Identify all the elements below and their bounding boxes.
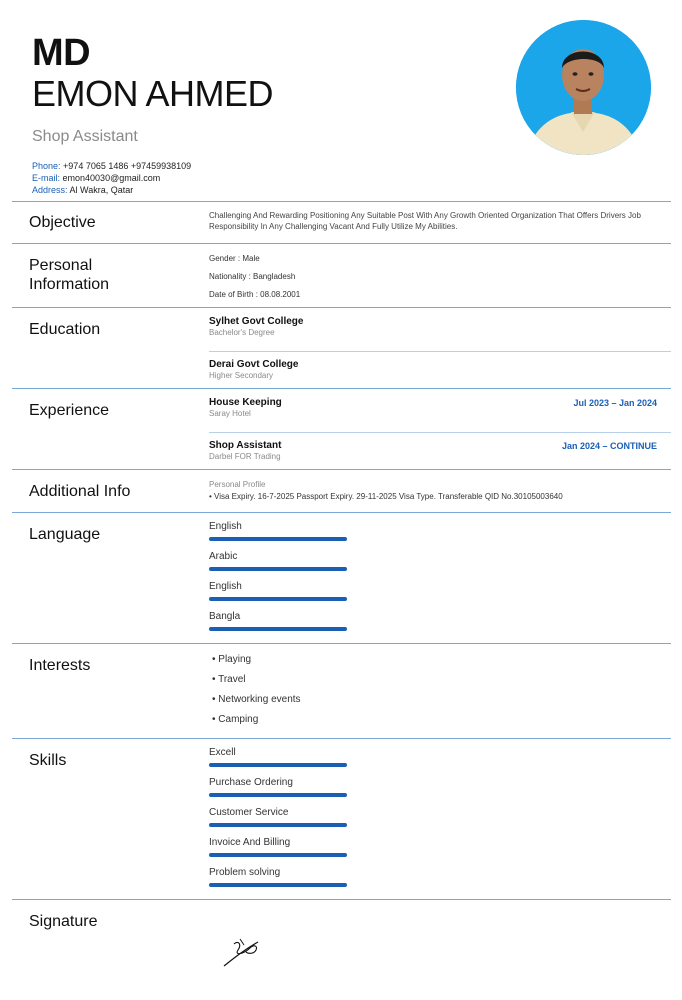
personal-info-title — [29, 256, 109, 294]
contact-block — [32, 160, 273, 196]
language-name: English — [209, 581, 242, 592]
language-level-bar — [209, 567, 347, 571]
school-name: Derai Govt College — [209, 359, 299, 370]
signature-title: Signature — [29, 913, 98, 930]
school-name: Sylhet Govt College — [209, 316, 304, 327]
language-item — [209, 521, 671, 551]
objective-section — [12, 201, 671, 243]
degree-name: Higher Secondary — [209, 371, 274, 380]
email-label: E-mail: — [32, 173, 61, 183]
profile-label: Personal Profile — [209, 480, 266, 489]
language-list — [209, 521, 671, 641]
additional-info-section — [12, 469, 671, 512]
interest-item: • Travel — [212, 674, 246, 685]
education-divider — [209, 351, 671, 352]
phone-line — [32, 160, 273, 172]
profile-photo — [516, 20, 651, 155]
phone-value[interactable]: +974 7065 1486 +97459938109 — [63, 161, 192, 171]
skills-list — [209, 747, 671, 897]
company-name: Saray Hotel — [209, 409, 251, 418]
experience-divider — [209, 432, 671, 433]
skill-item — [209, 747, 671, 777]
experience-section — [12, 388, 671, 469]
job-title: Shop Assistant — [32, 128, 138, 145]
nationality-line: Nationality : Bangladesh — [209, 272, 296, 281]
company-name: Darbel FOR Trading — [209, 452, 281, 461]
personal-info-title-line2: Information — [29, 276, 110, 293]
objective-text: Challenging And Rewarding Positioning Any Suitable Post With Any Growth Oriented Organization That Offers Drivers Job Responsibility In Any Challenging Vacant And Fully Utilize My Abilities. — [209, 211, 641, 231]
experience-item — [209, 397, 671, 419]
skill-level-bar — [209, 823, 347, 827]
skills-section — [12, 738, 671, 899]
interest-item: • Camping — [212, 714, 259, 725]
additional-info-body — [209, 479, 671, 502]
address-line — [32, 184, 273, 196]
education-list — [209, 308, 671, 389]
language-section — [12, 512, 671, 643]
language-name: English — [209, 521, 242, 532]
objective-title: Objective — [29, 214, 96, 231]
personal-info-section — [12, 243, 671, 307]
first-name: MD — [32, 32, 91, 74]
language-level-bar — [209, 627, 347, 631]
experience-list — [209, 389, 671, 470]
interest-item: • Playing — [212, 654, 252, 665]
education-title: Education — [29, 321, 101, 338]
interest-item: • Networking events — [212, 694, 301, 705]
interests-section — [12, 643, 671, 738]
language-item — [209, 581, 671, 611]
skill-name: Problem solving — [209, 867, 281, 878]
profile-text: • Visa Expiry. 16-7-2025 Passport Expiry. 29-11-2025 Visa Type. Transferable QID No.30105003640 — [209, 492, 563, 501]
experience-title: Experience — [29, 402, 110, 419]
birthdate-line: Date of Birth : 08.08.2001 — [209, 290, 301, 299]
skill-level-bar — [209, 793, 347, 797]
language-item — [209, 611, 671, 641]
email-line — [32, 172, 273, 184]
address-value: Al Wakra, Qatar — [69, 185, 134, 195]
address-label: Address: — [32, 185, 68, 195]
signature-section — [12, 899, 671, 999]
interests-list — [209, 654, 671, 734]
skill-name: Purchase Ordering — [209, 777, 293, 788]
skill-item — [209, 777, 671, 807]
job-role: House Keeping — [209, 397, 282, 408]
skill-item — [209, 807, 671, 837]
interests-title: Interests — [29, 657, 91, 674]
personal-info-title-line1: Personal — [29, 257, 93, 274]
phone-label: Phone: — [32, 161, 61, 171]
language-level-bar — [209, 537, 347, 541]
skill-name: Customer Service — [209, 807, 289, 818]
handwritten-signature — [222, 936, 264, 973]
skill-name: Excell — [209, 747, 236, 758]
personal-info-list — [209, 253, 671, 307]
skill-level-bar — [209, 763, 347, 767]
job-role: Shop Assistant — [209, 440, 282, 451]
skill-item — [209, 867, 671, 897]
last-name: EMON AHMED — [32, 73, 274, 114]
education-section — [12, 307, 671, 388]
language-title: Language — [29, 526, 101, 543]
job-dates: Jul 2023 – Jan 2024 — [573, 398, 657, 408]
education-item — [209, 359, 298, 381]
gender-line: Gender : Male — [209, 254, 260, 263]
skill-name: Invoice And Billing — [209, 837, 291, 848]
email-value[interactable]: emon40030@gmail.com — [62, 173, 161, 183]
degree-name: Bachelor's Degree — [209, 328, 275, 337]
skill-item — [209, 837, 671, 867]
language-level-bar — [209, 597, 347, 601]
additional-info-title: Additional Info — [29, 483, 131, 500]
skill-level-bar — [209, 883, 347, 887]
language-item — [209, 551, 671, 581]
language-name: Bangla — [209, 611, 241, 622]
skill-level-bar — [209, 853, 347, 857]
job-dates: Jan 2024 – CONTINUE — [561, 441, 657, 451]
education-item — [209, 316, 303, 338]
resume-header — [32, 32, 273, 196]
skills-title: Skills — [29, 752, 67, 769]
language-name: Arabic — [209, 551, 238, 562]
experience-item — [209, 440, 671, 462]
